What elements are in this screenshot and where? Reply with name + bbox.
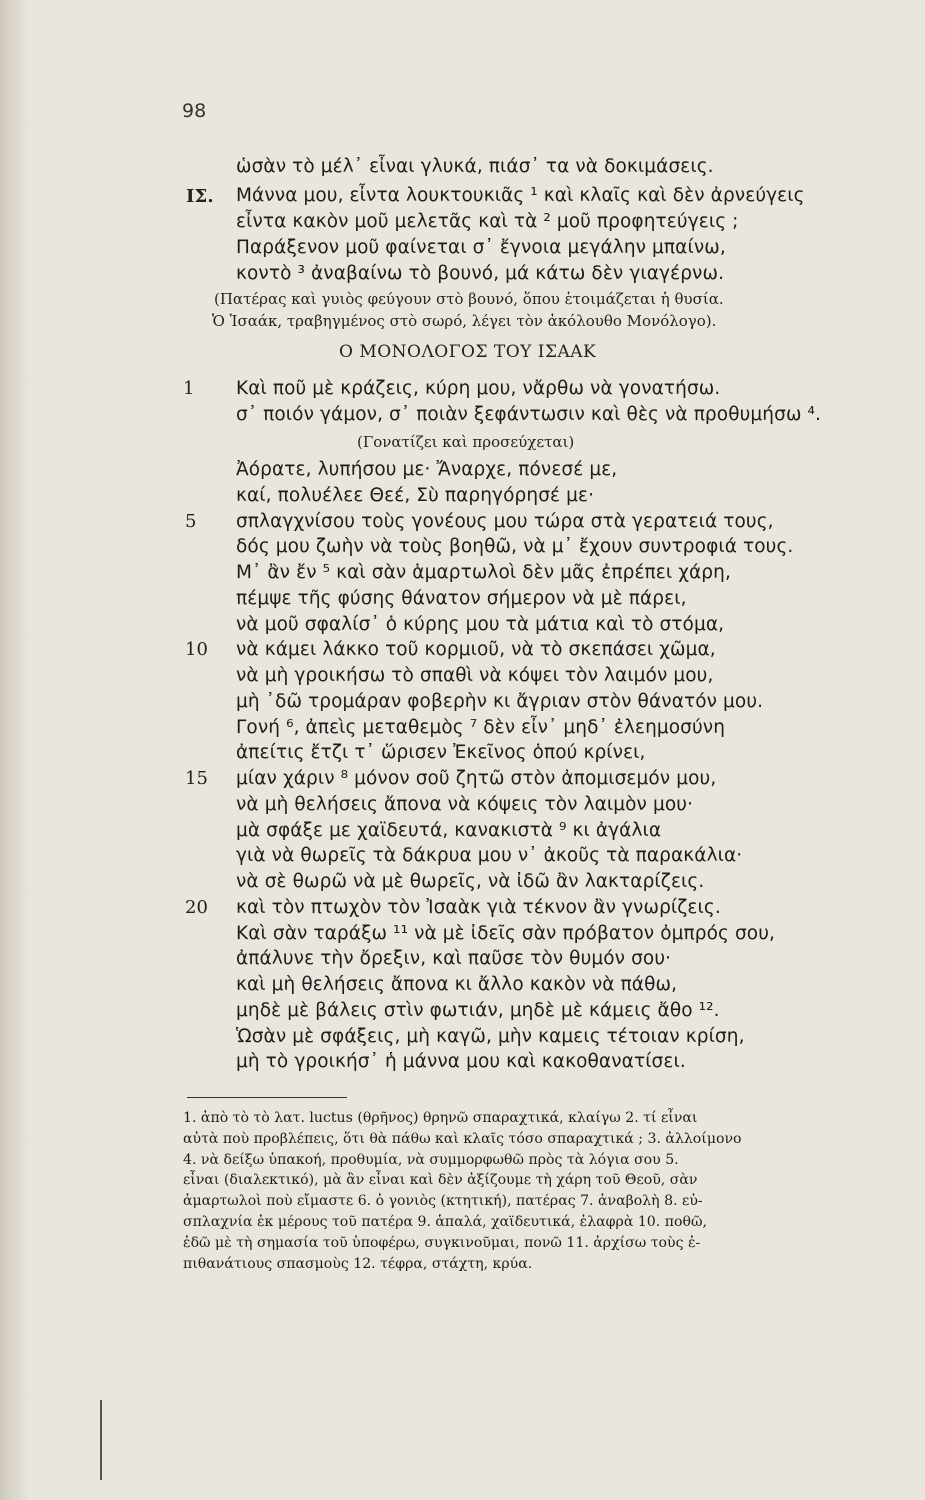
- footnotes: [183, 1108, 823, 1274]
- verse-text: Γονή ⁶, ἀπεὶς μεταθεμὸς ⁷ δὲν εἶν᾽ μηδ᾽ ἐλεημοσύνη: [236, 716, 726, 738]
- verse-text: Μάννα μου, εἶντα λουκτουκιᾶς ¹ καὶ κλαῖς καὶ δὲν ἀρνεύγεις: [236, 185, 805, 206]
- verse-text: εἶντα κακὸν μοῦ μελετᾶς καὶ τὰ ² μοῦ προφητεύγεις ;: [236, 211, 739, 232]
- stage-direction-text: (Γονατίζει καὶ προσεύχεται): [357, 433, 575, 451]
- verse-text: ἀπάλυνε τὴν ὄρεξιν, καὶ παῦσε τὸν θυμόν σου·: [236, 948, 672, 970]
- line-number: 20: [185, 896, 209, 918]
- verse-text: μὰ σφάξε με χαϊδευτά, κανακιστὰ ⁹ κι ἀγάλια: [236, 819, 662, 841]
- section-heading-text: Ο ΜΟΝΟΛΟΓΟΣ ΤΟΥ ΙΣΑΑΚ: [339, 342, 597, 362]
- footnote-line: σπλαχνία ἐκ μέρους τοῦ πατέρα 9. ἁπαλά, χαϊδευτικά, ἐλαφρὰ 10. ποθῶ,: [183, 1213, 707, 1230]
- page-edge-shadow: [0, 0, 30, 1500]
- verse-text: σπλαγχνίσου τοὺς γονέους μου τώρα στὰ γερατειά τους,: [236, 510, 774, 532]
- verse-text: καί, πολυέλεε Θεέ, Σὺ παρηγόρησέ με·: [236, 484, 595, 506]
- verse-text: Ὡσὰν μὲ σφάξεις, μὴ καγῶ, μὴν καμεις τέτοιαν κρίση,: [236, 1025, 745, 1047]
- verse-text: καὶ μὴ θελήσεις ἄπονα κι ἄλλο κακὸν νὰ πάθω,: [236, 974, 678, 995]
- verse-text: Μ᾽ ἂν ἔν ⁵ καὶ σὰν ἁμαρτωλοὶ δὲν μᾶς ἐπρέπει χάρη,: [236, 562, 731, 583]
- verse-text: πέμψε τῆς φύσης θάνατον σήμερον νὰ μὲ πάρει,: [236, 587, 687, 609]
- footnote-line: 1. ἀπὸ τὸ τὸ λατ. luctus (θρῆνος) θρηνῶ σπαραχτικά, κλαίγω 2. τί εἶναι: [183, 1110, 698, 1126]
- verse-text: νὰ σὲ θωρῶ νὰ μὲ θωρεῖς, νὰ ἰδῶ ἂν λακταρίζεις.: [236, 871, 705, 892]
- footnote-line: 4. νὰ δείξω ὑπακοή, προθυμία, νὰ συμμορφωθῶ πρὸς τὰ λόγια σου 5.: [183, 1151, 679, 1168]
- verse-text: νὰ μὴ γροικήσω τὸ σπαθὶ νὰ κόψει τὸν λαιμόν μου,: [236, 665, 714, 686]
- verse-text: μὴ τὸ γροικήσ᾽ ἡ μάννα μου καὶ κακοθανατίσει.: [236, 1051, 686, 1073]
- verse-text: ἀπείτις ἔτζι τ᾽ ὥρισεν Ἐκεῖνος ὁπού κρίνει,: [236, 742, 646, 764]
- footnote-rule: [187, 1097, 347, 1098]
- stage-direction-text: Ὁ Ἰσαάκ, τραβηγμένος στὸ σωρό, λέγει τὸν ἀκόλουθο Μονόλογο).: [212, 312, 717, 330]
- scan-mark: [100, 1400, 102, 1480]
- stage-direction-text: (Πατέρας καὶ γυιὸς φεύγουν στὸ βουνό, ὅπου ἑτοιμάζεται ἡ θυσία.: [214, 290, 724, 308]
- footnote-line: πιθανάτιους σπασμοὺς 12. τέφρα, στάχτη, κρύα.: [183, 1255, 533, 1272]
- verse-text: νὰ μὴ θελήσεις ἄπονα νὰ κόψεις τὸν λαιμὸν μου·: [236, 793, 694, 815]
- verse-text: μὴ ᾽δῶ τρομάραν φοβερὴν κι ἄγριαν στὸν θάνατόν μου.: [236, 690, 764, 712]
- verse-text: καὶ τὸν πτωχὸν τὸν Ἰσαὰκ γιὰ τέκνον ἂν γνωρίζεις.: [236, 896, 721, 918]
- line-number: 10: [185, 639, 209, 661]
- line-number: 15: [185, 768, 209, 789]
- verse-text: σ᾽ ποιόν γάμον, σ᾽ ποιὰν ξεφάντωσιν καὶ θὲς νὰ προθυμήσω ⁴.: [236, 404, 822, 425]
- footnote-line: ἁμαρτωλοὶ ποὺ εἴμαστε 6. ὁ γονιὸς (κτητική), πατέρας 7. ἀναβολὴ 8. εὐ-: [183, 1193, 703, 1210]
- line-number: 5: [185, 510, 197, 532]
- verse-text: νὰ κάμει λάκκο τοῦ κορμιοῦ, νὰ τὸ σκεπάσει χῶμα,: [236, 639, 716, 661]
- page-number: 98: [182, 100, 207, 122]
- verse-text: Καὶ σὰν ταράξω ¹¹ νὰ μὲ ἰδεῖς σὰν πρόβατον ὀμπρός σου,: [236, 922, 775, 944]
- footnote-line: εἶναι (διαλεκτικό), μὰ ἂν εἶναι καὶ δὲν ἀξίζουμε τὴ χάρη τοῦ Θεοῦ, σὰν: [183, 1172, 698, 1189]
- verse-text: γιὰ νὰ θωρεῖς τὰ δάκρυα μου ν᾽ ἀκοῦς τὰ παρακάλια·: [236, 845, 743, 867]
- verse-text: κοντὸ ³ ἀναβαίνω τὸ βουνό, μά κάτω δὲν γιαγέρνω.: [236, 263, 725, 284]
- speaker-label: ΙΣ.: [186, 186, 214, 207]
- verse-text: Παράξενον μοῦ φαίνεται σ᾽ ἔγνοια μεγάλην μπαίνω,: [236, 237, 726, 258]
- verse-text: Καὶ ποῦ μὲ κράζεις, κύρη μου, νἄρθω νὰ γονατήσω.: [236, 378, 721, 399]
- verse-text: μηδὲ μὲ βάλεις στὶν φωτιάν, μηδὲ μὲ κάμεις ἄθο ¹².: [236, 999, 720, 1021]
- verse-text: δός μου ζωὴν νὰ τοὺς βοηθῶ, νὰ μ᾽ ἔχουν συντροφιά τους.: [236, 536, 794, 558]
- footnote-line: ἐδῶ μὲ τὴ σημασία τοῦ ὑποφέρω, συγκινοῦμαι, πονῶ 11. ἀρχίσω τοὺς ἐ-: [183, 1234, 701, 1251]
- footnote-line: αὐτὰ ποὺ προβλέπεις, ὅτι θὰ πάθω καὶ κλαῖς τόσο σπαραχτικά ; 3. ἀλλοίμονο: [183, 1130, 742, 1147]
- line-number: 1: [183, 378, 195, 399]
- verse-text: μίαν χάριν ⁸ μόνον σοῦ ζητῶ στὸν ἀπομισεμόν μου,: [236, 768, 717, 789]
- verse-text: νὰ μοῦ σφαλίσ᾽ ὁ κύρης μου τὰ μάτια καὶ τὸ στόμα,: [236, 613, 725, 635]
- verse-text: ὡσὰν τὸ μέλ᾽ εἶναι γλυκά, πιάσ᾽ τα νὰ δοκιμάσεις.: [236, 156, 714, 177]
- verse-text: Ἀόρατε, λυπήσου με· Ἄναρχε, πόνεσέ με,: [236, 459, 618, 480]
